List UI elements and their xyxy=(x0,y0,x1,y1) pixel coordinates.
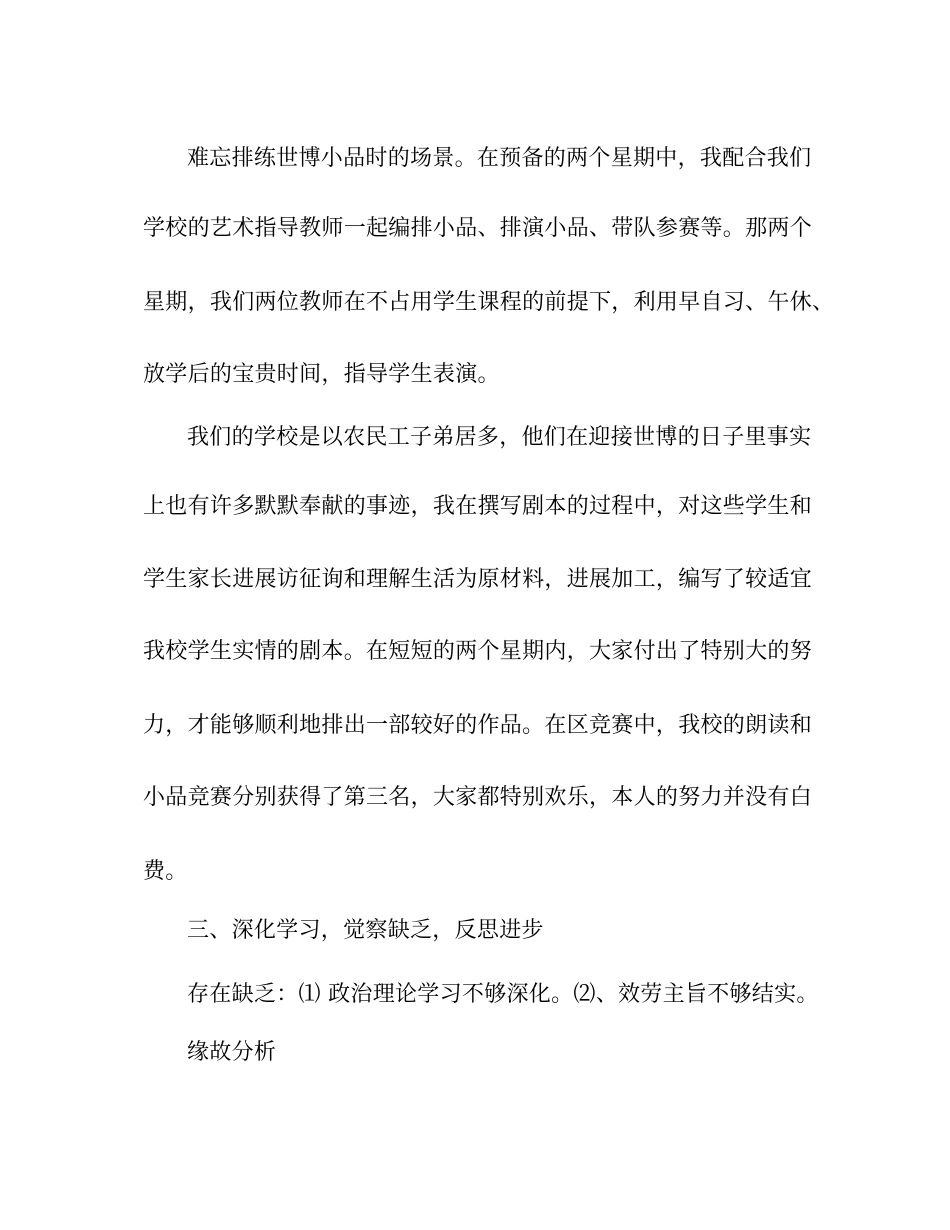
section-heading-3: 三、深化学习，觉察缺乏，反思进步 xyxy=(187,918,544,943)
cause-analysis-heading: 缘故分析 xyxy=(187,1040,277,1065)
paragraph-2-line-7: 费。 xyxy=(143,859,188,884)
paragraph-2-line-2: 上也有许多默默奉献的事迹，我在撰写剧本的过程中，对这些学生和 xyxy=(143,494,813,519)
paragraph-2-line-1: 我们的学校是以农民工子弟居多，他们在迎接世博的日子里事实 xyxy=(187,425,812,450)
paragraph-1-line-1: 难忘排练世博小品时的场景。在预备的两个星期中，我配合我们 xyxy=(187,146,812,171)
paragraph-2-line-5: 力，才能够顺利地排出一部较好的作品。在区竞赛中，我校的朗读和 xyxy=(143,713,813,738)
paragraph-1-line-3: 星期，我们两位教师在不占用学生课程的前提下，利用早自习、午休、 xyxy=(143,290,835,315)
paragraph-1-line-2: 学校的艺术指导教师一起编排小品、排演小品、带队参赛等。那两个 xyxy=(143,216,813,241)
paragraph-2-line-4: 我校学生实情的剧本。在短短的两个星期内，大家付出了特别大的努 xyxy=(143,639,813,664)
paragraph-2-line-3: 学生家长进展访征询和理解生活为原材料，进展加工，编写了较适宜 xyxy=(143,567,813,592)
paragraph-2-line-6: 小品竞赛分别获得了第三名，大家都特别欢乐，本人的努力并没有白 xyxy=(143,785,813,810)
shortcomings-line: 存在缺乏：⑴ 政治理论学习不够深化。⑵、效劳主旨不够结实。 xyxy=(187,982,819,1007)
paragraph-1-line-4: 放学后的宝贵时间，指导学生表演。 xyxy=(143,362,500,387)
